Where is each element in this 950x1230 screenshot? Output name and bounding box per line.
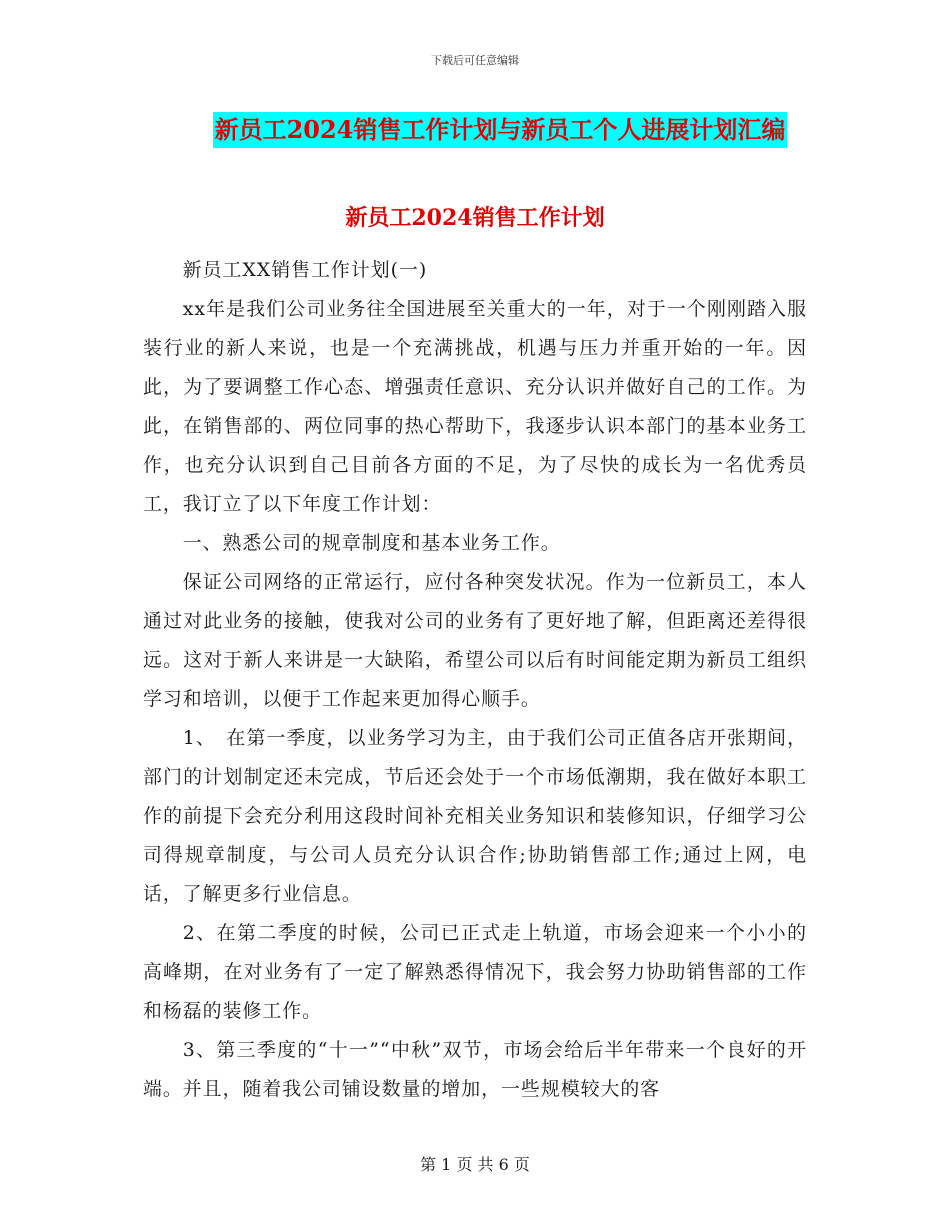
paragraph-q3: 3、第三季度的“十一”“中秋”双节，市场会给后半年带来一个良好的开端。并且，随着我公司铺设数量的增加，一些规模较大的客 — [143, 1039, 807, 1100]
paragraph-network: 保证公司网络的正常运行，应付各种突发状况。作为一位新员工，本人通过对此业务的接触，使我对公司的业务有了更好地了解，但距离还差得很远。这对于新人来讲是一大缺陷，希望公司以后有时间能定期为新员工组织学习和培训，以便于工作起来更加得心顺手。 — [143, 571, 807, 710]
page-header-note: 下载后可任意编辑 — [431, 54, 519, 67]
paragraph-q1: 1、 在第一季度，以业务学习为主，由于我们公司正值各店开张期间，部门的计划制定还未完成，节后还会处于一个市场低潮期，我在做好本职工作的前提下会充分利用这段时间补充相关业务知识和装修知识，仔细学习公司得规章制度，与公司人员充分认识合作;协助销售部工作;通过上网，电话，了解更多行业信息。 — [143, 727, 807, 905]
paragraph-q2: 2、在第二季度的时候，公司已正式走上轨道，市场会迎来一个小小的高峰期，在对业务有了一定了解熟悉得情况下，我会努力协助销售部的工作和杨磊的装修工作。 — [143, 922, 807, 1022]
section-title: 新员工2024销售工作计划 — [345, 205, 605, 231]
paragraph-subtitle: 新员工XX销售工作计划(一) — [182, 259, 428, 281]
page-number: 第 1 页 共 6 页 — [420, 1155, 530, 1174]
document-title: 新员工2024销售工作计划与新员工个人进展计划汇编 — [213, 112, 788, 148]
paragraph-intro: xx年是我们公司业务往全国进展至关重大的一年，对于一个刚刚踏入服装行业的新人来说，也是一个充满挑战，机遇与压力并重开始的一年。因此，为了要调整工作心态、增强责任意识、充分认识并做好自己的工作。为此，在销售部的、两位同事的热心帮助下，我逐步认识本部门的基本业务工作，也充分认识到自己目前各方面的不足，为了尽快的成长为一名优秀员工，我订立了以下年度工作计划： — [143, 298, 807, 515]
paragraph-heading-1: 一、熟悉公司的规章制度和基本业务工作。 — [182, 532, 561, 554]
document-title-container — [0, 112, 950, 148]
document-body — [143, 220, 807, 1109]
